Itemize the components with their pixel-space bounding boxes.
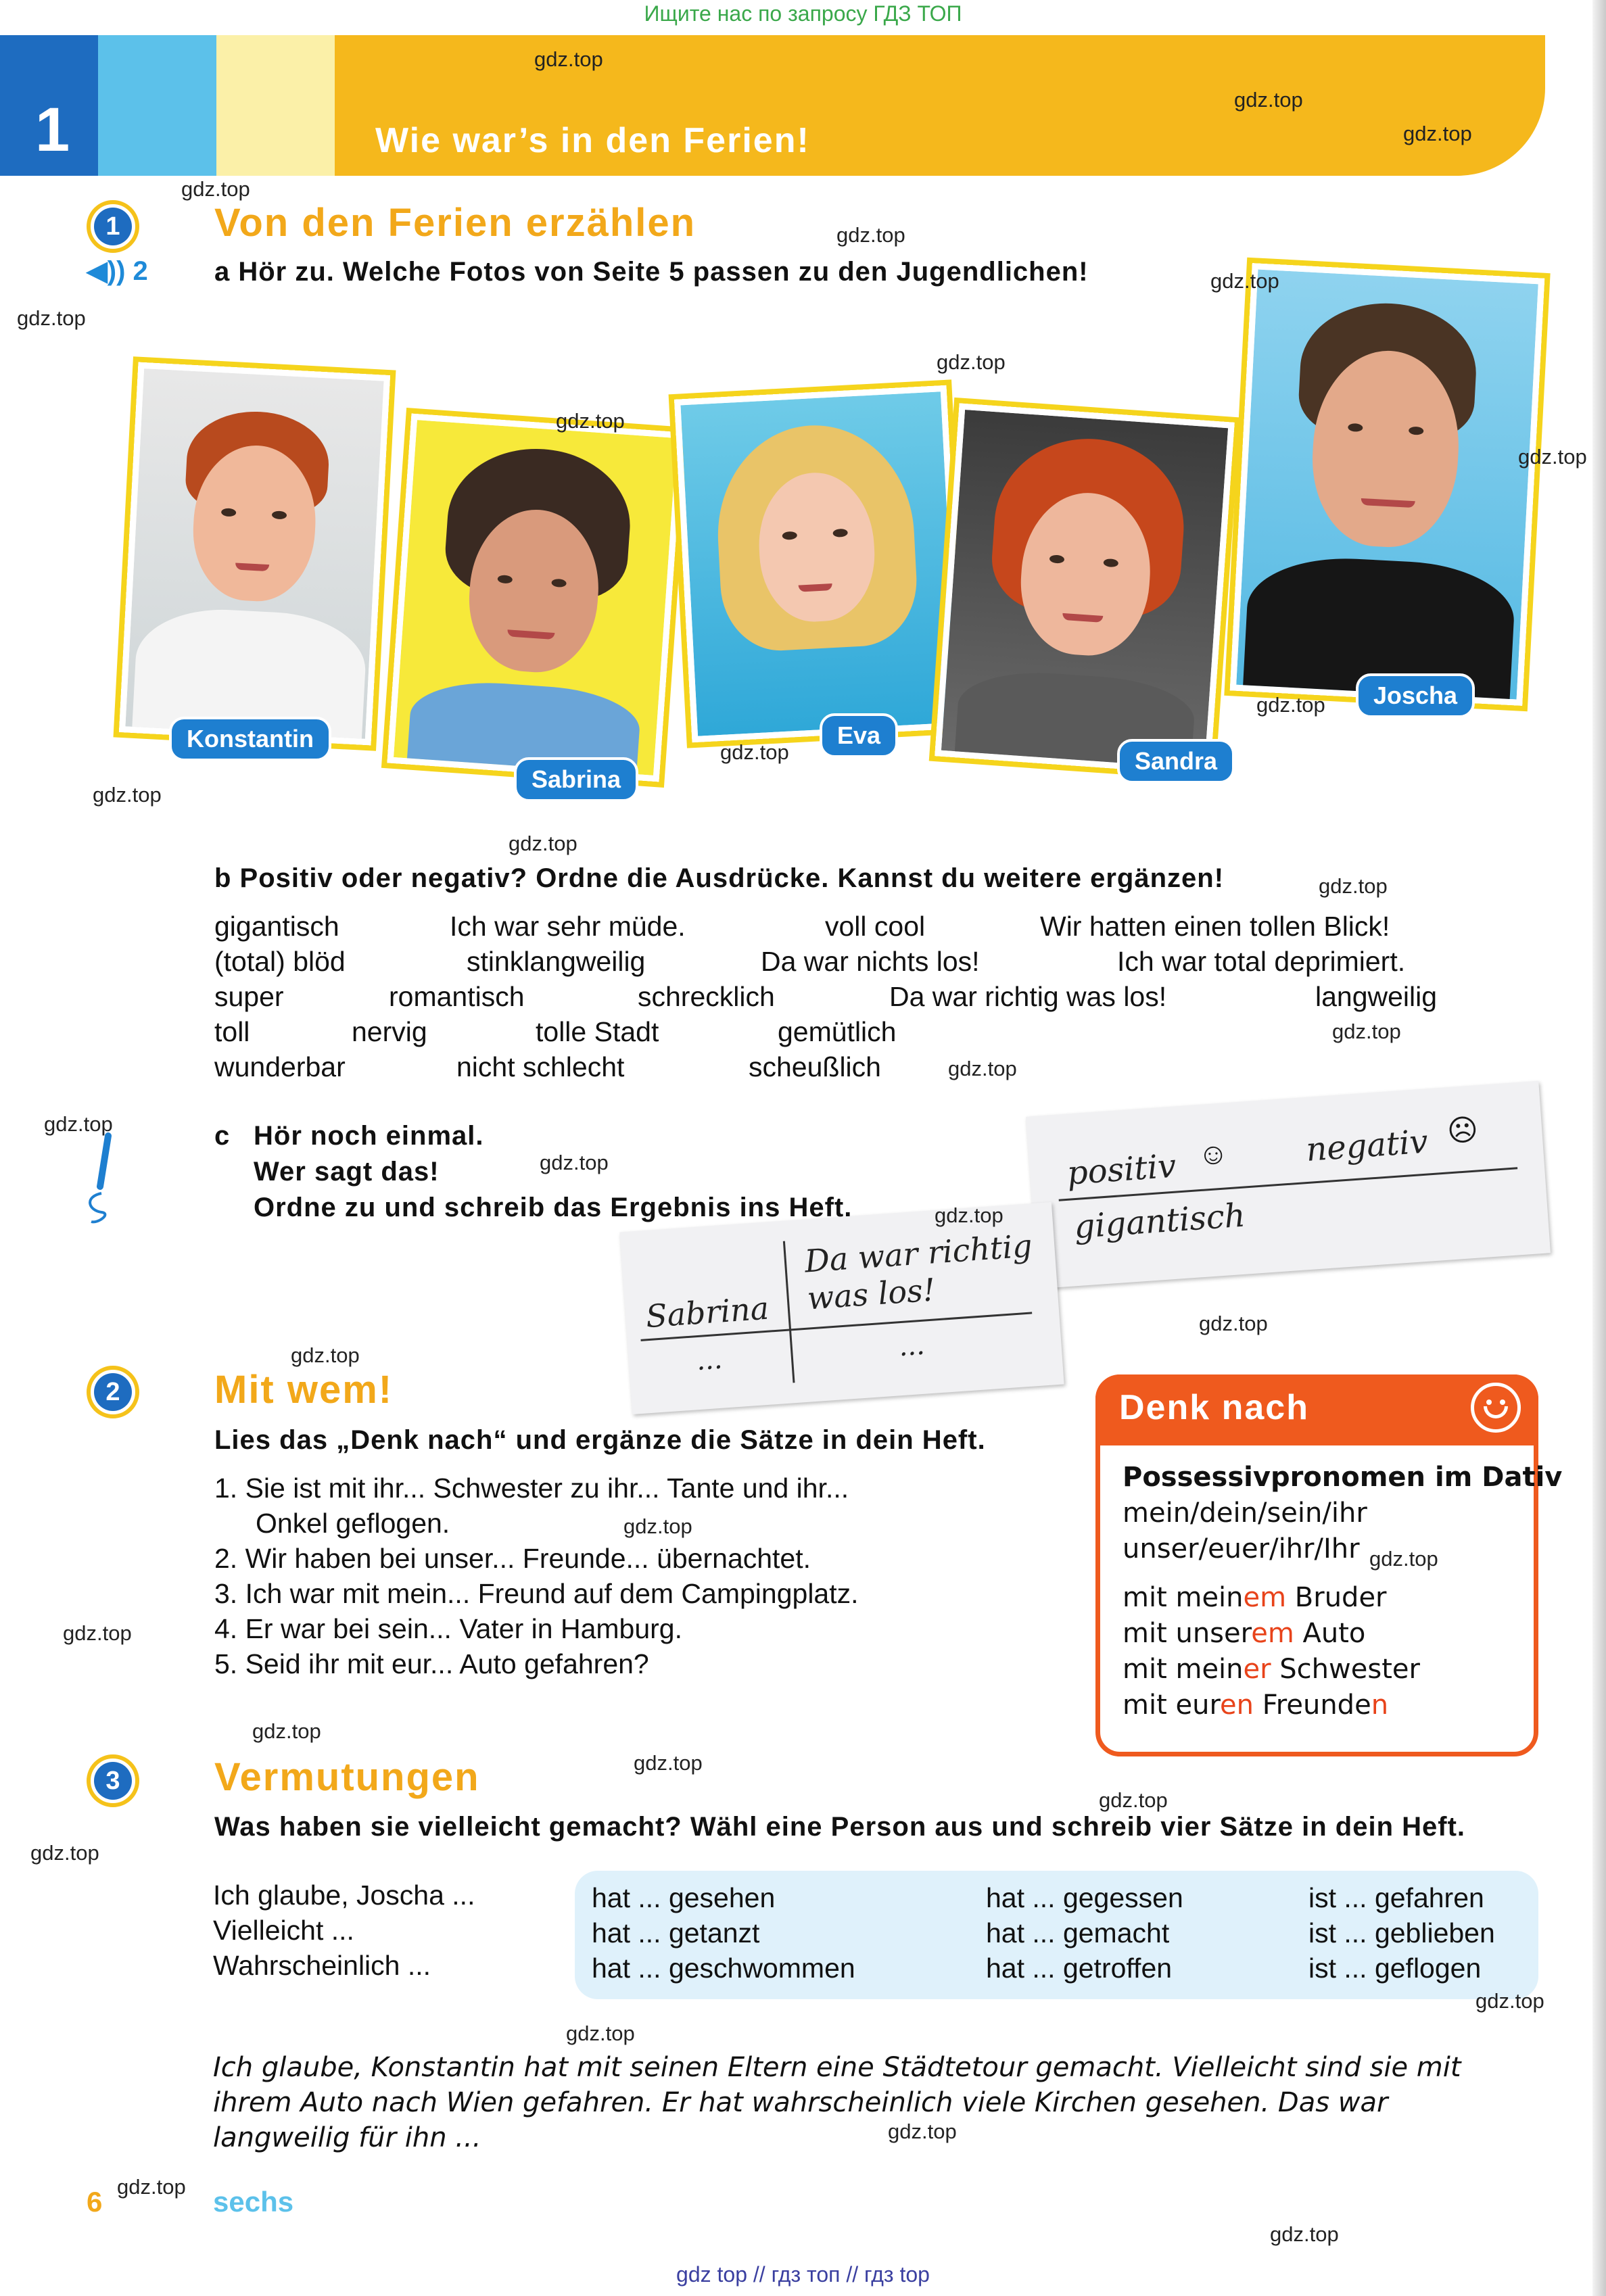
note-quote-line: Da war richtig bbox=[803, 1227, 1034, 1280]
note-dots: ... bbox=[695, 1343, 724, 1377]
header-lightyellow-block bbox=[216, 35, 335, 176]
watermark: gdz.top bbox=[556, 409, 625, 433]
verb-form: hat ... geschwommen bbox=[592, 1953, 855, 1984]
sentence-item: Onkel geflogen. bbox=[256, 1508, 450, 1539]
write-icon bbox=[81, 1132, 122, 1227]
watermark: gdz.top bbox=[1332, 1020, 1401, 1043]
task-b: b Positiv oder negativ? Ordne die Ausdrücke. Kannst du weitere ergänzen! bbox=[214, 863, 1225, 893]
expression: (total) blöd bbox=[214, 946, 346, 977]
watermark: gdz.top bbox=[540, 1151, 609, 1174]
sentence-item: 1. Sie ist mit ihr... Schwester zu ihr... Tante und ihr... bbox=[214, 1473, 849, 1504]
watermark: gdz.top bbox=[1199, 1312, 1268, 1335]
exercise-title: Mit wem! bbox=[214, 1368, 394, 1412]
expression: toll bbox=[214, 1016, 250, 1047]
watermark: gdz.top bbox=[888, 2120, 957, 2143]
task-c-line: Ordne zu und schreib das Ergebnis ins Heft. bbox=[254, 1193, 853, 1222]
name-label: Eva bbox=[820, 713, 898, 758]
note-dots: ... bbox=[897, 1329, 926, 1363]
photo-konstantin bbox=[119, 362, 390, 746]
verb-form: hat ... gegessen bbox=[986, 1882, 1183, 1913]
note-quote-line: was los! bbox=[805, 1271, 937, 1317]
task: Was haben sie vielleicht gemacht? Wähl eine Person aus und schreib vier Sätze in dein Heft. bbox=[214, 1812, 1466, 1842]
watermark: gdz.top bbox=[509, 832, 577, 855]
watermark: gdz.top bbox=[948, 1057, 1017, 1080]
watermark: gdz.top bbox=[623, 1514, 692, 1538]
bottom-links[interactable]: gdz top // гдз топ // гдз top bbox=[676, 2262, 930, 2287]
header-lightblue-block bbox=[98, 35, 216, 176]
verb-form: hat ... getanzt bbox=[592, 1917, 760, 1948]
expression: nervig bbox=[352, 1016, 427, 1047]
watermark: gdz.top bbox=[1256, 693, 1325, 717]
denk-nach-line: mein/dein/sein/ihr bbox=[1123, 1498, 1367, 1529]
exercise-number-badge: 2 bbox=[87, 1366, 139, 1418]
watermark: gdz.top bbox=[566, 2022, 635, 2045]
exercise-title: Von den Ferien erzählen bbox=[214, 201, 696, 245]
expression: stinklangweilig bbox=[467, 946, 646, 977]
watermark: gdz.top bbox=[1369, 1547, 1438, 1571]
verb-form: ist ... geflogen bbox=[1308, 1953, 1482, 1984]
expression: super bbox=[214, 981, 284, 1012]
watermark: gdz.top bbox=[93, 783, 162, 807]
sentence-item: 5. Seid ihr mit eur... Auto gefahren? bbox=[214, 1648, 649, 1679]
photo-sabrina bbox=[387, 414, 683, 782]
watermark: gdz.top bbox=[17, 306, 86, 330]
verb-form: hat ... gesehen bbox=[592, 1882, 776, 1913]
exercise-number-badge: 3 bbox=[87, 1754, 139, 1807]
expression: voll cool bbox=[825, 911, 926, 942]
name-label: Joscha bbox=[1356, 673, 1475, 718]
unit-title: Wie war’s in den Ferien! bbox=[375, 121, 810, 160]
page-word: sechs bbox=[213, 2186, 294, 2218]
photo-eva bbox=[674, 385, 964, 742]
expression: langweilig bbox=[1315, 981, 1438, 1012]
denk-nach-example: mit meiner Schwester bbox=[1123, 1654, 1420, 1685]
watermark: gdz.top bbox=[534, 47, 603, 71]
task: Lies das „Denk nach“ und ergänze die Sätze in dein Heft. bbox=[214, 1425, 986, 1455]
verb-form: hat ... gemacht bbox=[986, 1917, 1170, 1948]
watermark: gdz.top bbox=[1099, 1788, 1168, 1812]
note-name: Sabrina bbox=[644, 1289, 770, 1335]
expression: scheußlich bbox=[749, 1051, 881, 1082]
watermark: gdz.top bbox=[1210, 269, 1279, 293]
page-number: 6 bbox=[87, 2186, 103, 2218]
example-word: gigantisch bbox=[1072, 1196, 1247, 1247]
watermark: gdz.top bbox=[1475, 1989, 1544, 2013]
expression: wunderbar bbox=[214, 1051, 346, 1082]
expression: nicht schlecht bbox=[456, 1051, 625, 1082]
name-label: Sabrina bbox=[514, 757, 638, 802]
speaker-icon: ◀)) bbox=[87, 256, 126, 286]
verb-form: ist ... gefahren bbox=[1308, 1882, 1484, 1913]
watermark: gdz.top bbox=[63, 1621, 132, 1645]
watermark: gdz.top bbox=[252, 1719, 321, 1743]
photo-joscha bbox=[1230, 263, 1545, 706]
expression: Da war richtig was los! bbox=[889, 981, 1167, 1012]
task-c-line: Hör noch einmal. bbox=[254, 1121, 484, 1151]
audio-track[interactable]: ◀)) 2 bbox=[87, 256, 148, 286]
sentence-item: 2. Wir haben bei unser... Freunde... übernachtet. bbox=[214, 1543, 811, 1574]
expression: gigantisch bbox=[214, 911, 339, 942]
smiley-icon bbox=[1471, 1383, 1521, 1433]
watermark: gdz.top bbox=[291, 1343, 360, 1367]
task-c-line: Wer sagt das! bbox=[254, 1157, 440, 1187]
denk-nach-heading: Possessivpronomen im Dativ bbox=[1123, 1462, 1563, 1493]
watermark: gdz.top bbox=[30, 1841, 99, 1865]
sentence-starter: Vielleicht ... bbox=[213, 1915, 354, 1946]
expression: Da war nichts los! bbox=[761, 946, 980, 977]
photo-sandra bbox=[935, 403, 1234, 775]
watermark: gdz.top bbox=[1270, 2222, 1339, 2246]
watermark: gdz.top bbox=[1234, 88, 1303, 112]
expression: romantisch bbox=[389, 981, 525, 1012]
sentence-item: 4. Er war bei sein... Vater in Hamburg. bbox=[214, 1613, 682, 1644]
watermark: gdz.top bbox=[1403, 122, 1472, 145]
expression: Ich war sehr müde. bbox=[450, 911, 686, 942]
denk-nach-example: mit meinem Bruder bbox=[1123, 1582, 1387, 1613]
smile-icon: ☺ bbox=[1196, 1137, 1230, 1172]
watermark: gdz.top bbox=[937, 350, 1006, 374]
watermark: gdz.top bbox=[634, 1751, 703, 1775]
task-c-label: c bbox=[214, 1121, 231, 1151]
watermark: gdz.top bbox=[836, 223, 905, 247]
watermark: gdz.top bbox=[935, 1203, 1003, 1227]
example-text-line: langweilig für ihn ... bbox=[213, 2122, 481, 2153]
paper-note-sabrina bbox=[619, 1202, 1064, 1414]
denk-nach-example: mit euren Freunden bbox=[1123, 1690, 1389, 1721]
watermark: gdz.top bbox=[1319, 874, 1388, 898]
watermark: gdz.top bbox=[720, 740, 789, 764]
name-label: Konstantin bbox=[169, 717, 331, 761]
example-text-line: Ich glaube, Konstantin hat mit seinen Eltern eine Städtetour gemacht. Vielleicht sind sie mit bbox=[213, 2052, 1461, 2083]
watermark: gdz.top bbox=[44, 1112, 113, 1136]
frown-icon: ☹ bbox=[1446, 1113, 1480, 1149]
expression: Wir hatten einen tollen Blick! bbox=[1040, 911, 1390, 942]
denk-nach-title: Denk nach bbox=[1119, 1388, 1309, 1427]
exercise-number-badge: 1 bbox=[87, 200, 139, 253]
paper-note-positive-negative bbox=[1026, 1081, 1551, 1289]
exercise-title: Vermutungen bbox=[214, 1755, 480, 1799]
denk-nach-example: mit unserem Auto bbox=[1123, 1618, 1366, 1649]
divider-line bbox=[783, 1241, 795, 1383]
watermark: gdz.top bbox=[181, 177, 250, 201]
sentence-item: 3. Ich war mit mein... Freund auf dem Campingplatz. bbox=[214, 1578, 859, 1609]
example-text-line: ihrem Auto nach Wien gefahren. Er hat wahrscheinlich viele Kirchen gesehen. Das war bbox=[213, 2087, 1388, 2118]
verb-form: ist ... geblieben bbox=[1308, 1917, 1495, 1948]
verb-form: hat ... getroffen bbox=[986, 1953, 1173, 1984]
negative-label: negativ bbox=[1304, 1122, 1430, 1169]
watermark: gdz.top bbox=[117, 2175, 186, 2199]
positive-label: positiv bbox=[1066, 1147, 1177, 1193]
sentence-starter: Wahrscheinlich ... bbox=[213, 1950, 431, 1981]
expression: Ich war total deprimiert. bbox=[1117, 946, 1406, 977]
expression: gemütlich bbox=[778, 1016, 897, 1047]
name-label: Sandra bbox=[1117, 739, 1235, 784]
expression: tolle Stadt bbox=[536, 1016, 659, 1047]
sentence-starter: Ich glaube, Joscha ... bbox=[213, 1880, 475, 1911]
task-a: a Hör zu. Welche Fotos von Seite 5 passen zu den Jugendlichen! bbox=[214, 257, 1089, 287]
denk-nach-line: unser/euer/ihr/Ihr bbox=[1123, 1533, 1360, 1564]
search-hint: Ищите нас по запросу ГДЗ ТОП bbox=[644, 1, 962, 26]
page-edge-shadow bbox=[1592, 0, 1606, 2296]
watermark: gdz.top bbox=[1518, 445, 1587, 469]
unit-number: 1 bbox=[35, 95, 70, 164]
expression: schrecklich bbox=[638, 981, 775, 1012]
